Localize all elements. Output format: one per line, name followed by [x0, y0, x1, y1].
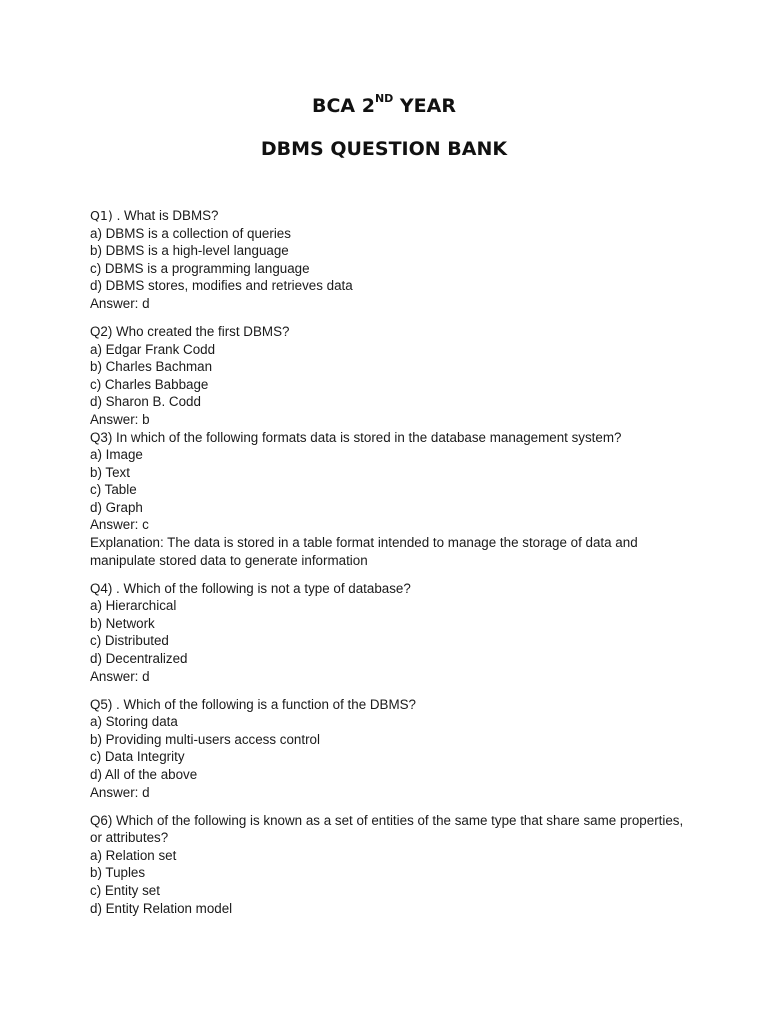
- option-d: d) Decentralized: [90, 651, 188, 667]
- question-5: [90, 696, 690, 802]
- question-text: [90, 323, 690, 341]
- question-label: Q4): [90, 580, 113, 596]
- question-body: . Which of the following is a function of the DBMS?: [112, 696, 416, 712]
- option-d: d) All of the above: [90, 766, 198, 782]
- title-superscript: ND: [374, 92, 394, 105]
- option-a: a) Hierarchical: [90, 598, 177, 614]
- option-c: c) Data Integrity: [90, 749, 185, 765]
- question-3: [90, 429, 690, 570]
- document-subtitle: DBMS QUESTION BANK: [260, 138, 508, 160]
- option-a: a) DBMS is a collection of queries: [90, 225, 291, 241]
- title-suffix: YEAR: [393, 95, 456, 117]
- option-d: d) DBMS stores, modifies and retrieves data: [90, 278, 353, 294]
- option-c: c) DBMS is a programming language: [90, 260, 310, 276]
- question-2: [90, 323, 690, 429]
- explanation: Explanation: The data is stored in a table format intended to manage the storage of data and manipulate stored data to generate information: [90, 535, 638, 568]
- question-body: In which of the following formats data is stored in the database management system?: [112, 429, 622, 445]
- option-d: d) Sharon B. Codd: [90, 394, 201, 410]
- option-c: c) Entity set: [90, 882, 160, 898]
- question-text: [90, 696, 690, 714]
- document-title: [0, 92, 768, 117]
- answer: Answer: c: [90, 517, 149, 533]
- option-a: a) Image: [90, 447, 143, 463]
- question-text: [90, 812, 690, 847]
- answer: Answer: b: [90, 411, 150, 427]
- question-label: Q2): [90, 323, 113, 339]
- option-c: c) Charles Babbage: [90, 376, 209, 392]
- question-label: Q3): [90, 429, 113, 445]
- option-b: b) Network: [90, 615, 155, 631]
- option-a: a) Storing data: [90, 714, 178, 730]
- option-b: b) Charles Bachman: [90, 359, 213, 375]
- option-b: b) DBMS is a high-level language: [90, 243, 289, 259]
- title-prefix: BCA 2: [312, 95, 375, 117]
- option-a: a) Edgar Frank Codd: [90, 341, 216, 357]
- question-body: . What is DBMS?: [112, 208, 219, 223]
- answer: Answer: d: [90, 784, 150, 800]
- question-1: [90, 207, 690, 313]
- answer: Answer: d: [90, 295, 150, 311]
- option-d: d) Graph: [90, 499, 143, 515]
- question-4: [90, 580, 690, 686]
- question-text: [90, 207, 690, 225]
- question-body: . Which of the following is not a type of database?: [112, 580, 411, 596]
- option-d: d) Entity Relation model: [90, 900, 233, 916]
- question-label: Q6): [90, 812, 113, 828]
- question-text: [90, 429, 690, 447]
- option-b: b) Tuples: [90, 865, 146, 881]
- answer: Answer: d: [90, 668, 150, 684]
- question-body: Which of the following is known as a set of entities of the same type that share same properties, or attributes?: [90, 812, 684, 846]
- option-c: c) Distributed: [90, 633, 169, 649]
- question-6: [90, 812, 690, 918]
- question-label: Q5): [90, 696, 113, 712]
- option-b: b) Providing multi-users access control: [90, 731, 320, 747]
- question-label: Q1): [90, 208, 113, 223]
- option-c: c) Table: [90, 482, 137, 498]
- option-a: a) Relation set: [90, 847, 177, 863]
- question-list: [90, 207, 690, 917]
- question-body: Who created the first DBMS?: [112, 323, 290, 339]
- question-text: [90, 580, 690, 598]
- option-b: b) Text: [90, 464, 130, 480]
